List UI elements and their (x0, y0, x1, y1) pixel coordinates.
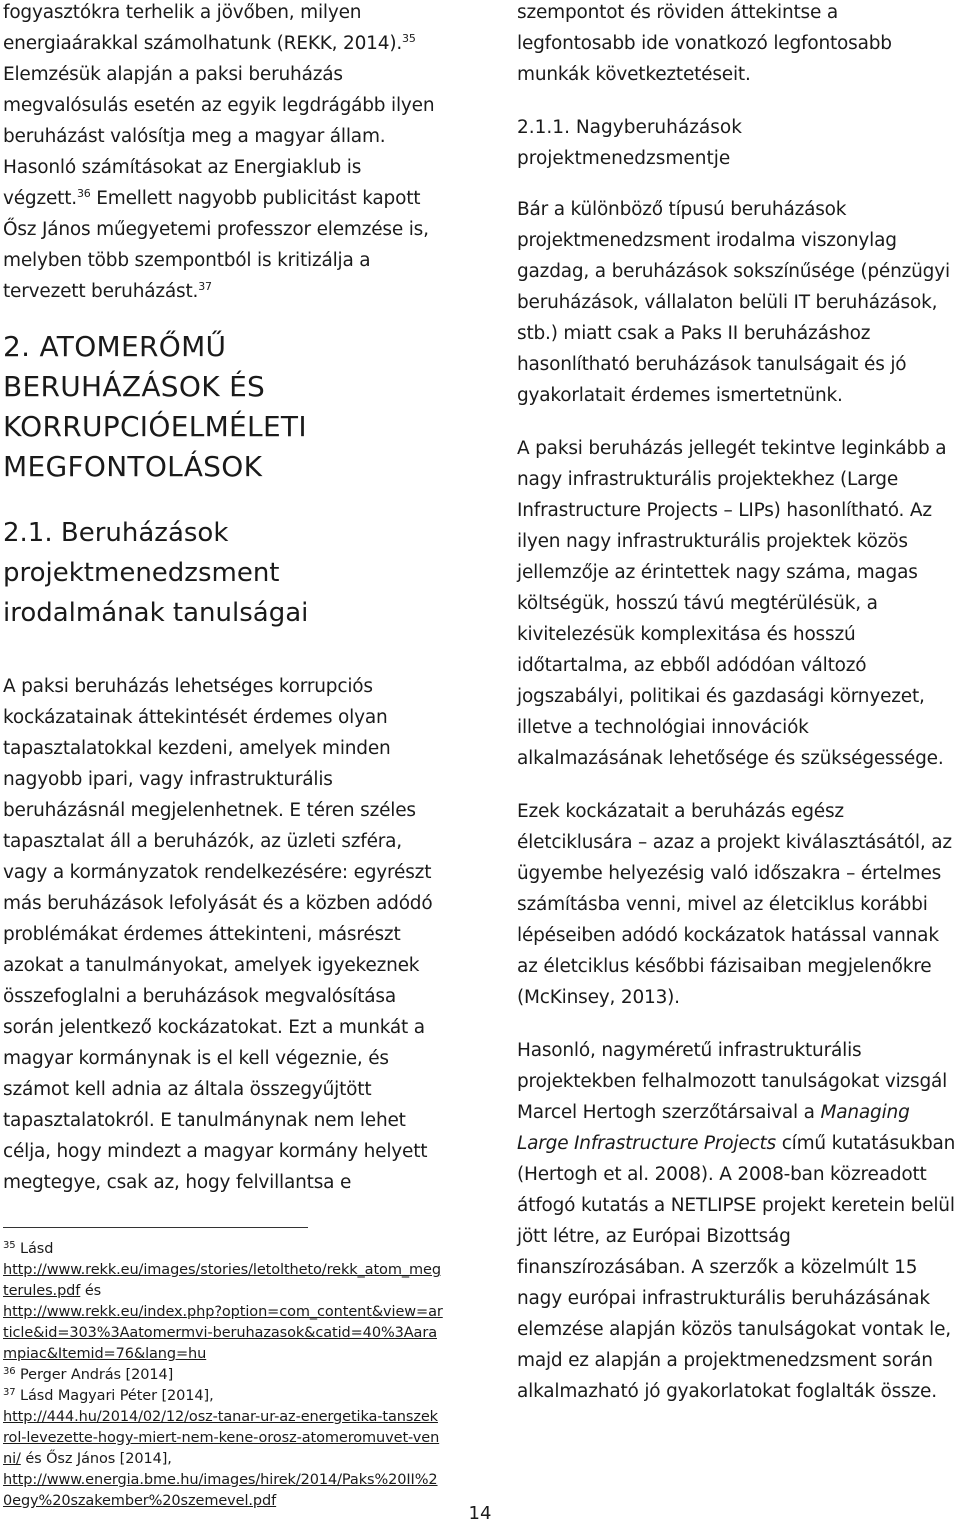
intro-text-b: Elemzésük alapján a paksi beruházás megvalósulás esetén az egyik legdrágább ilyen beruházást valósítja meg a magyar állam. Hasonló számításokat az Energiaklub is végzett. (3, 64, 435, 209)
section-heading: 2. ATOMERŐMŰ BERUHÁZÁSOK ÉS KORRUPCIÓELMÉLETI MEGFONTOLÁSOK (3, 330, 307, 483)
footnote-37-text: Lásd Magyari Péter [2014], (20, 1388, 214, 1404)
right-paragraph-5-text-a: Hasonló, nagyméretű infrastrukturális projektekben felhalmozott tanulságokat vizsgál Marcel Hertogh szerzőtársaival a (517, 1040, 948, 1123)
footnote-37-number: 37 (3, 1387, 16, 1398)
footnote-37-link-1[interactable]: http://444.hu/2014/02/12/osz-tanar-ur-az-energetika-tanszekrol-levezette-hogy-miert-nem-kene-orosz-atomeromuvet-venni/ (3, 1409, 440, 1467)
right-column (517, 0, 957, 1407)
left-column (3, 0, 443, 1512)
right-paragraph-4: Ezek kockázatait a beruházás egész életciklusára – azaz a projekt kiválasztásától, az ügyembe helyezésig való időszakra – értelmes számításba venni, mivel az életciklus korábbi lépéseiben adódó kockázatok hatással vannak az életciklus későbbi fázisaiban megjelenőkre (McKinsey, 2013). (517, 801, 952, 1008)
right-paragraph-3: A paksi beruházás jellegét tekintve leginkább a nagy infrastrukturális projektekhez (Large Infrastructure Projects – LIPs) hasonlítható. Az ilyen nagy infrastrukturális projektek közös jellemzője az érintettek nagy száma, magas költségük, hosszú távú megtérülésük, a kivitelezésük komplexitása és hosszú időtartalma, az ebből adódóan változó jogszabályi, politikai és gazdasági környezet, illetve a technológiai innovációk alkalmazásának lehetősége és szükségessége. (517, 438, 947, 769)
footnote-36-text: Perger András [2014] (20, 1367, 174, 1383)
footnote-35-link-1[interactable]: http://www.rekk.eu/images/stories/letoltheto/rekk_atom_megterules.pdf (3, 1262, 441, 1299)
main-paragraph: A paksi beruházás lehetséges korrupciós kockázatainak áttekintését érdemes olyan tapasztalatokkal kezdeni, amelyek minden nagyobb ipari, vagy infrastrukturális beruházásnál megjelenhetnek. E téren széles tapasztalat áll a beruházók, az üzleti szféra, vagy a kormányzatok rendelkezésére: egyrészt más beruházások lefolyását és a közben adódó problémákat érdemes áttekinteni, másrészt azokat a tanulmányokat, amelyek igyekeznek összefoglalni a beruházások megvalósítása során jelentkező kockázatokat. Ezt a munkát a magyar kormánynak is el kell végeznie, és számot kell adnia az általa összegyűjtött tapasztalatokról. E tanulmánynak nem lehet célja, hogy mindezt a magyar kormány helyett megtegye, csak az, hogy felvillantsa e (3, 676, 433, 1193)
subsection-heading: 2.1. Beruházások projektmenedzsment irodalmának tanulságai (3, 518, 309, 628)
footnote-divider (3, 1227, 308, 1228)
intro-text-c: Emellett nagyobb publicitást kapott Ősz János műegyetemi professzor elemzése is, melyben több szempontból is kritizálja a tervezett beruházást. (3, 188, 429, 302)
footnote-37-link-2[interactable]: http://www.energia.bme.hu/images/hirek/2014/Paks%20II%20egy%20szakember%20szemevel.pdf (3, 1472, 438, 1509)
footnote-35-link-2[interactable]: http://www.rekk.eu/index.php?option=com_content&view=article&id=303%3Aatomermvi-beruhazasok&catid=40%3Aarampiac&Itemid=76&lang=hu (3, 1304, 443, 1362)
footnote-37-and: és Ősz János [2014], (25, 1451, 172, 1467)
right-paragraph-1: szempontot és röviden áttekintse a legfontosabb ide vonatkozó legfontosabb munkák következtetéseit. (517, 2, 892, 85)
footnote-ref-35[interactable]: 35 (402, 32, 416, 45)
footnote-37 (3, 1386, 443, 1512)
right-paragraph-5-text-b: című kutatásukban (Hertogh et al. 2008). A 2008-ban közreadott átfogó kutatás a NETLIPSE projekt keretein belül jött létre, az Európai Bizottság finanszírozásában. A szerzők a közelmúlt 15 nagy európai infrastrukturális beruházásának elemzése alapján közös tanulságokat vontak le, majd ez alapján a projektmenedzsment során alkalmazható jó gyakorlatokat foglalták össze. (517, 1133, 956, 1402)
footnote-ref-36[interactable]: 36 (76, 187, 91, 200)
right-paragraph-2: Bár a különböző típusú beruházások projektmenedzsment irodalma viszonylag gazdag, a beruházások sokszínűsége (pénzügyi beruházások, vállalaton belüli IT beruházások, stb.) miatt csak a Paks II beruházáshoz hasonlítható beruházások tanulságait és jó gyakorlatait érdemes ismertetnünk. (517, 199, 950, 406)
footnote-36-number: 36 (3, 1366, 16, 1377)
footnotes (3, 1239, 443, 1512)
footnote-35-text: Lásd (20, 1241, 54, 1257)
intro-paragraph (3, 0, 443, 307)
intro-text-a: fogyasztókra terhelik a jövőben, milyen energiaárakkal számolhatunk (REKK, 2014). (3, 2, 403, 54)
footnote-35-and: és (84, 1283, 102, 1299)
footnote-35-number: 35 (3, 1240, 16, 1251)
subsubsection-heading: 2.1.1. Nagyberuházások projektmenedzsmentje (517, 117, 742, 169)
footnote-36 (3, 1365, 443, 1386)
footnote-ref-37[interactable]: 37 (198, 280, 212, 293)
right-paragraph-5 (517, 1035, 957, 1407)
page-number: 14 (468, 1503, 492, 1524)
book-title: Managing Large Infrastructure Projects (517, 1102, 910, 1154)
footnote-35 (3, 1239, 443, 1365)
